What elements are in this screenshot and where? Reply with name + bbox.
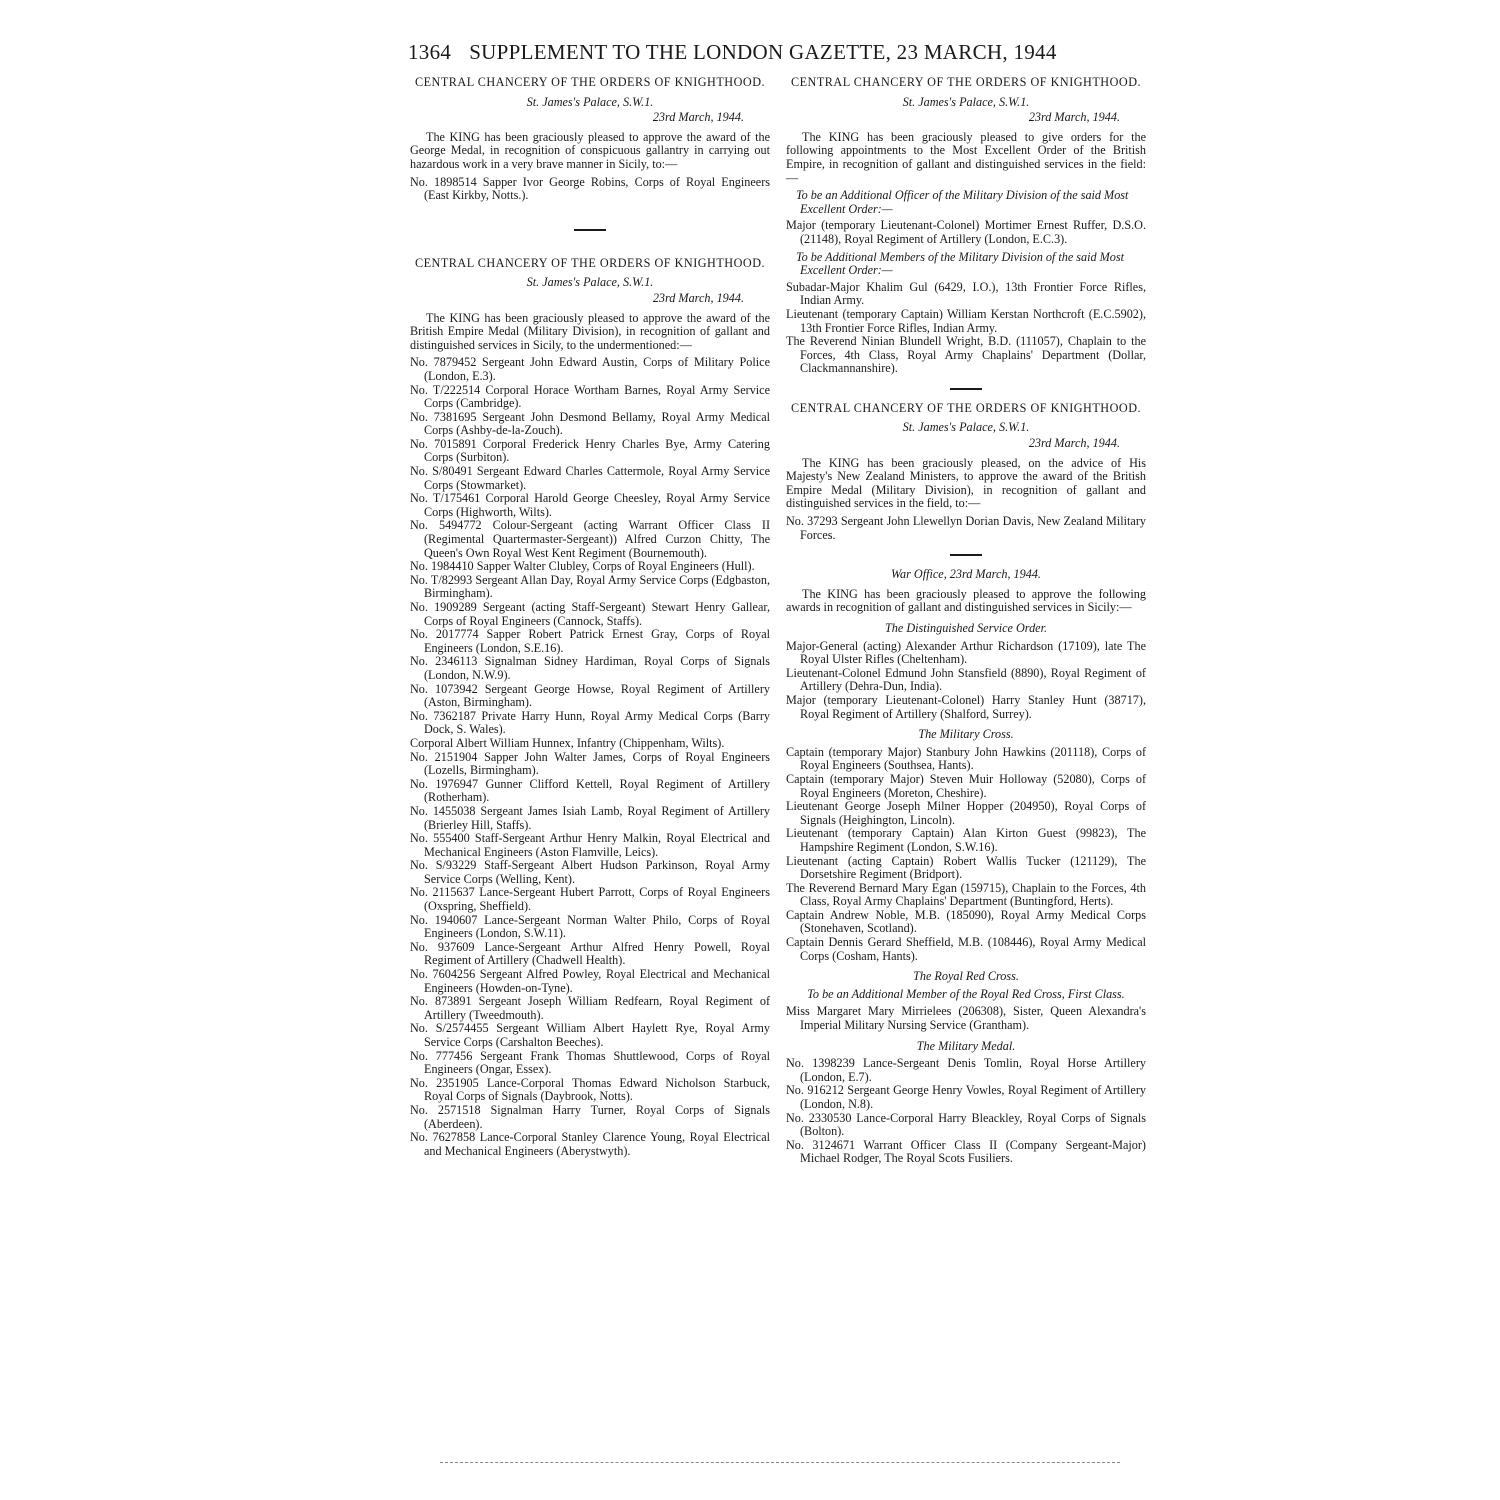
notice-intro: The KING has been graciously pleased to approve the following awards in recognition of gallant and distinguished services in Sicily:—	[786, 586, 1146, 615]
member-subheading: To be Additional Members of the Military Division of the said Most Excellent Order:—	[796, 249, 1125, 278]
mc-heading: The Military Cross.	[918, 727, 1014, 742]
award-entry: No. S/93229 Staff-Sergeant Albert Hudson Parkinson, Royal Army Service Corps (Welling, Kent).	[410, 858, 770, 886]
notice-date: 23rd March, 1944.	[1028, 436, 1120, 451]
award-entry: Miss Margaret Mary Mirrielees (206308), Sister, Queen Alexandra's Imperial Military Nursing Service (Grantham).	[786, 1004, 1146, 1033]
right-column	[786, 76, 1146, 1166]
award-entry: Major (temporary Lieutenant-Colonel) Harry Stanley Hunt (38717), Royal Regiment of Artillery (Shalford, Surrey).	[786, 692, 1146, 721]
publication-title: SUPPLEMENT TO THE LONDON GAZETTE, 23 MARCH, 1944	[469, 40, 1057, 64]
award-entry: Lieutenant-Colonel Edmund John Stansfield (8890), Royal Regiment of Artillery (Dehra-Dun, India).	[786, 665, 1146, 694]
award-entry: No. 1976947 Gunner Clifford Kettell, Royal Regiment of Artillery (Rotherham).	[410, 776, 770, 805]
award-entry: No. 2571518 Signalman Harry Turner, Royal Corps of Signals (Aberdeen).	[410, 1102, 770, 1131]
page-number: 1364	[408, 40, 452, 64]
award-entry: The Reverend Bernard Mary Egan (159715), Chaplain to the Forces, 4th Class, Royal Army Chaplains' Department (Buntingford, Herts).	[786, 880, 1146, 909]
notice-heading: CENTRAL CHANCERY OF THE ORDERS OF KNIGHTHOOD.	[414, 255, 766, 270]
notice-heading: War Office, 23rd March, 1944.	[891, 567, 1041, 582]
award-entry: No. T/175461 Corporal Harold George Cheesley, Royal Army Service Corps (Highworth, Wilts).	[410, 491, 770, 519]
award-entry: Lieutenant (temporary Captain) William Kerstan Northcroft (E.C.5902), 13th Frontier Force Rifles, Indian Army.	[786, 306, 1146, 335]
award-entry: Captain (temporary Major) Stanbury John Hawkins (201118), Corps of Royal Engineers (Southsea, Hants).	[786, 744, 1146, 773]
notice-date: 23rd March, 1944.	[652, 110, 744, 125]
award-entry: No. 2151904 Sapper John Walter James, Corps of Royal Engineers (Lozells, Birmingham).	[410, 749, 770, 778]
award-entry: No. 7015891 Corporal Frederick Henry Charles Bye, Army Catering Corps (Surbiton).	[410, 436, 770, 465]
award-entry: Captain (temporary Major) Steven Muir Holloway (52080), Corps of Royal Engineers (Moreton, Cheshire).	[786, 771, 1146, 800]
mm-entry-list	[786, 1057, 1146, 1166]
notice-heading: CENTRAL CHANCERY OF THE ORDERS OF KNIGHTHOOD.	[414, 75, 766, 89]
award-entry: No. 1073942 Sergeant George Howse, Royal Regiment of Artillery (Aston, Birmingham).	[410, 681, 770, 710]
mc-entry-list	[786, 746, 1146, 964]
notice-intro: The KING has been graciously pleased to approve the award of the George Medal, in recognition of conspicuous gallantry in carrying out hazardous work in a very brave manner in Sicily, to:—	[410, 129, 770, 171]
notice-intro: The KING has been graciously pleased to give orders for the following appointments to the Most Excellent Order of the British Empire, in recognition of gallant and distinguished services in the field:—	[786, 129, 1146, 185]
award-entry: No. 3124671 Warrant Officer Class II (Company Sergeant-Major) Michael Rodger, The Royal Scots Fusiliers.	[786, 1137, 1146, 1166]
dso-heading: The Distinguished Service Order.	[884, 621, 1048, 635]
award-entry: No. 2351905 Lance-Corporal Thomas Edward Nicholson Starbuck, Royal Corps of Signals (Daybrook, Notts).	[410, 1075, 770, 1104]
award-entry: No. 7627858 Lance-Corporal Stanley Clarence Young, Royal Electrical and Mechanical Engineers (Aberystwyth).	[410, 1130, 770, 1158]
award-entry: Subadar-Major Khalim Gul (6429, I.O.), 13th Frontier Force Rifles, Indian Army.	[786, 279, 1146, 308]
entry-list	[786, 515, 1146, 542]
notice-place: St. James's Palace, S.W.1.	[902, 420, 1030, 435]
award-entry: No. 2330530 Lance-Corporal Harry Bleackley, Royal Corps of Signals (Bolton).	[786, 1110, 1146, 1139]
notice-intro: The KING has been graciously pleased to approve the award of the British Empire Medal (Military Division), in recognition of gallant and distinguished services in Sicily, to the undermentioned:—	[410, 310, 770, 352]
notice-intro: The KING has been graciously pleased, on the advice of His Majesty's New Zealand Ministers, to approve the award of the British Empire Medal (Military Division), in recognition of gallant and distinguished services in the field, to:—	[786, 455, 1146, 511]
award-entry: No. 37293 Sergeant John Llewellyn Dorian Davis, New Zealand Military Forces.	[786, 514, 1146, 542]
entry-list	[410, 356, 770, 1158]
section-divider	[574, 229, 606, 231]
award-entry: Lieutenant George Joseph Milner Hopper (204950), Royal Corps of Signals (Heighington, Lincoln).	[786, 799, 1146, 827]
award-entry: Major (temporary Lieutenant-Colonel) Mortimer Ernest Ruffer, D.S.O. (21148), Royal Regiment of Artillery (London, E.C.3).	[786, 218, 1146, 246]
award-entry: No. 1909289 Sergeant (acting Staff-Sergeant) Stewart Henry Gallear, Corps of Royal Engineers (Cannock, Staffs).	[410, 600, 770, 628]
left-column	[410, 76, 770, 1158]
award-entry: No. 777456 Sergeant Frank Thomas Shuttlewood, Corps of Royal Engineers (Ongar, Essex).	[410, 1048, 770, 1077]
award-entry: No. 555400 Staff-Sergeant Arthur Henry Malkin, Royal Electrical and Mechanical Engineers (Aston Flamville, Leics).	[410, 831, 770, 859]
rrc-entry-list	[786, 1005, 1146, 1032]
award-entry: No. 937609 Lance-Sergeant Arthur Alfred Henry Powell, Royal Regiment of Artillery (Chadwell Health).	[410, 939, 770, 968]
officer-entry-list	[786, 219, 1146, 246]
award-entry: No. S/2574455 Sergeant William Albert Haylett Rye, Royal Army Service Corps (Carshalton Beeches).	[410, 1021, 770, 1049]
award-entry: No. 7381695 Sergeant John Desmond Bellamy, Royal Army Medical Corps (Ashby-de-la-Zouch).	[410, 409, 770, 438]
award-entry: No. 1898514 Sapper Ivor George Robins, Corps of Royal Engineers (East Kirkby, Notts.).	[410, 174, 770, 203]
member-entry-list	[786, 281, 1146, 376]
award-entry: The Reverend Ninian Blundell Wright, B.D. (111057), Chaplain to the Forces, 4th Class, Royal Army Chaplains' Department (Dollar, Clackmannanshire).	[786, 334, 1146, 376]
award-entry: No. 7879452 Sergeant John Edward Austin, Corps of Military Police (London, E.3).	[410, 355, 770, 383]
dso-entry-list	[786, 640, 1146, 722]
award-entry: No. S/80491 Sergeant Edward Charles Cattermole, Royal Army Service Corps (Stowmarket).	[410, 464, 770, 492]
notice-date: 23rd March, 1944.	[1028, 110, 1120, 125]
officer-subheading: To be an Additional Officer of the Military Division of the said Most Excellent Order:—	[796, 188, 1129, 216]
award-entry: No. T/82993 Sergeant Allan Day, Royal Army Service Corps (Edgbaston, Birmingham).	[410, 572, 770, 601]
award-entry: Corporal Albert William Hunnex, Infantry (Chippenham, Wilts).	[410, 735, 725, 750]
rrc-heading: The Royal Red Cross.	[913, 969, 1019, 984]
award-entry: Lieutenant (temporary Captain) Alan Kirton Guest (99823), The Hampshire Regiment (London, S.W.16).	[786, 826, 1146, 854]
award-entry: No. 916212 Sergeant George Henry Vowles, Royal Regiment of Artillery (London, N.8).	[786, 1083, 1146, 1111]
entry-list	[410, 176, 770, 203]
notice-george-medal	[410, 76, 770, 203]
award-entry: Lieutenant (acting Captain) Robert Wallis Tucker (121129), The Dorsetshire Regiment (Bridport).	[786, 853, 1146, 882]
notice-heading: CENTRAL CHANCERY OF THE ORDERS OF KNIGHTHOOD.	[790, 75, 1142, 89]
notice-heading: CENTRAL CHANCERY OF THE ORDERS OF KNIGHTHOOD.	[790, 400, 1142, 415]
award-entry: No. 7604256 Sergeant Alfred Powley, Royal Electrical and Mechanical Engineers (Howden-on-Tyne).	[410, 967, 770, 995]
award-entry: No. 1940607 Lance-Sergeant Norman Walter Philo, Corps of Royal Engineers (London, S.W.11).	[410, 912, 770, 941]
award-entry: No. 1984410 Sapper Walter Clubley, Corps of Royal Engineers (Hull).	[410, 559, 755, 574]
award-entry: Captain Dennis Gerard Sheffield, M.B. (108446), Royal Army Medical Corps (Cosham, Hants).	[786, 935, 1146, 963]
award-entry: No. 873891 Sergeant Joseph William Redfearn, Royal Regiment of Artillery (Tweedmouth).	[410, 994, 770, 1022]
award-entry: Captain Andrew Noble, M.B. (185090), Royal Army Medical Corps (Stonehaven, Scotland).	[786, 907, 1146, 936]
award-entry: Major-General (acting) Alexander Arthur Richardson (17109), late The Royal Ulster Rifles (Cheltenham).	[786, 638, 1146, 667]
notice-place: St. James's Palace, S.W.1.	[526, 94, 654, 109]
rrc-subheading: To be an Additional Member of the Royal Red Cross, First Class.	[807, 986, 1125, 1001]
notice-bem-new-zealand	[786, 402, 1146, 542]
notice-war-office	[786, 568, 1146, 1166]
page-header	[408, 40, 1108, 65]
notice-place: St. James's Palace, S.W.1.	[526, 275, 654, 290]
mm-heading: The Military Medal.	[916, 1038, 1016, 1053]
award-entry: No. 7362187 Private Harry Hunn, Royal Army Medical Corps (Barry Dock, S. Wales).	[410, 708, 770, 737]
notice-date: 23rd March, 1944.	[652, 290, 744, 305]
award-entry: No. 5494772 Colour-Sergeant (acting Warrant Officer Class II (Regimental Quartermaster-Sergeant)) Alfred Curzon Chitty, The Queen's Own Royal West Kent Regiment (Bournemouth).	[410, 518, 770, 560]
notice-place: St. James's Palace, S.W.1.	[902, 94, 1030, 109]
award-entry: No. 1455038 Sergeant James Isiah Lamb, Royal Regiment of Artillery (Brierley Hill, Staffs).	[410, 803, 770, 832]
footer-rule	[440, 1462, 1120, 1463]
notice-bem-sicily	[410, 257, 770, 1159]
section-divider	[950, 388, 982, 390]
award-entry: No. T/222514 Corporal Horace Wortham Barnes, Royal Army Service Corps (Cambridge).	[410, 382, 770, 411]
award-entry: No. 2346113 Signalman Sidney Hardiman, Royal Corps of Signals (London, N.W.9).	[410, 654, 770, 682]
notice-obe-appointments	[786, 76, 1146, 376]
award-entry: No. 2017774 Sapper Robert Patrick Ernest Gray, Corps of Royal Engineers (London, S.E.16).	[410, 627, 770, 655]
section-divider	[950, 554, 982, 556]
award-entry: No. 2115637 Lance-Sergeant Hubert Parrott, Corps of Royal Engineers (Oxspring, Sheffield).	[410, 885, 770, 914]
award-entry: No. 1398239 Lance-Sergeant Denis Tomlin, Royal Horse Artillery (London, E.7).	[786, 1056, 1146, 1084]
